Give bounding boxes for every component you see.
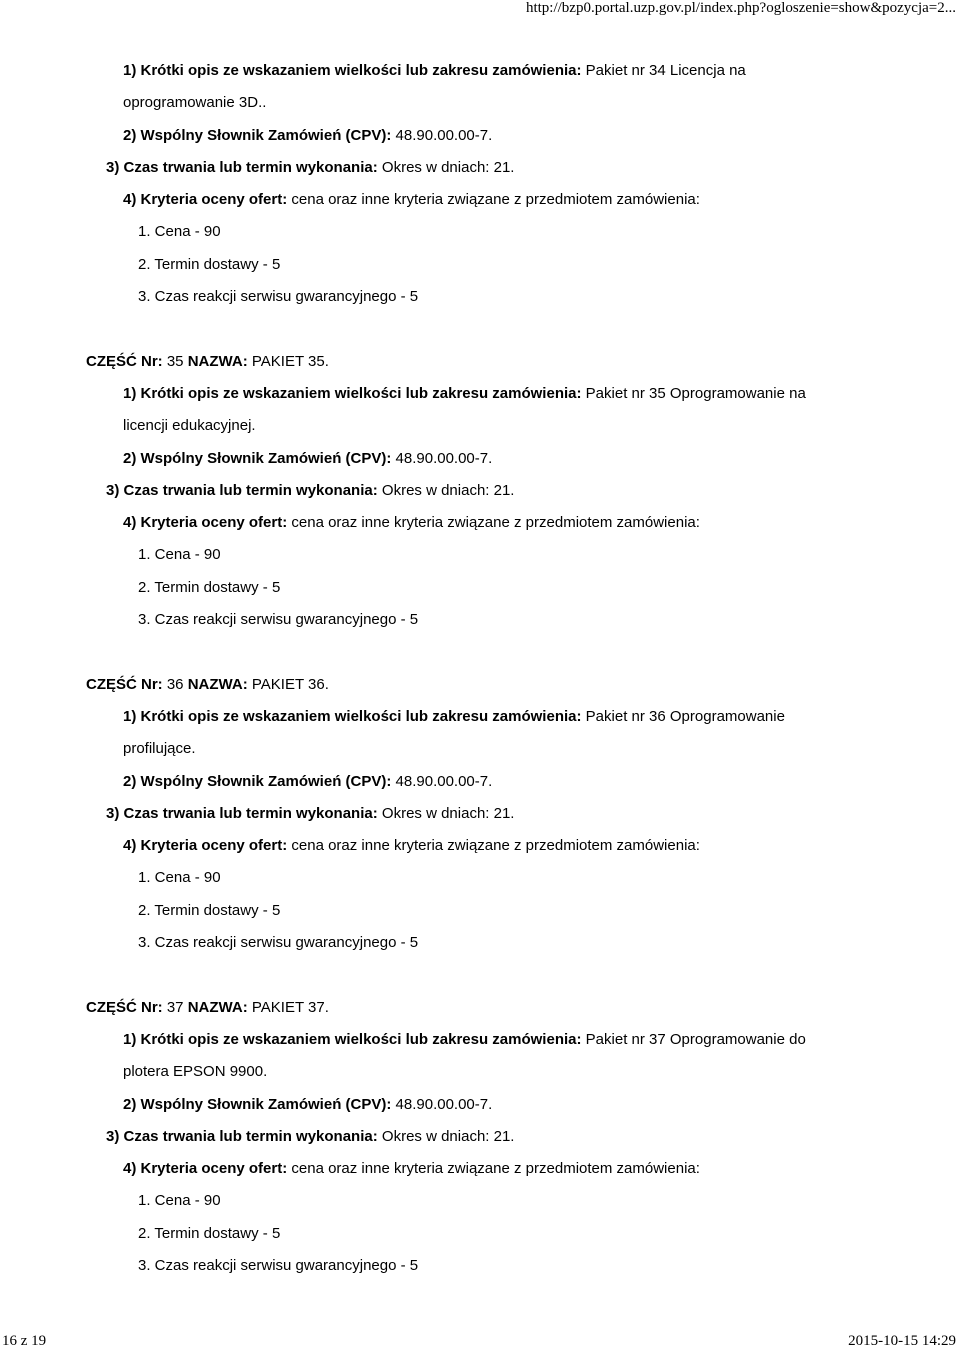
cpv-value: 48.90.00.00-7. [395,449,493,467]
description-line [86,378,946,410]
description-continuation [86,1056,946,1088]
description-value: Pakiet nr 34 Licencja na [585,62,746,79]
duration-value: Okres w dniach: 21. [381,804,515,822]
criteria-label: 4) Kryteria oceny ofert: [123,514,288,532]
duration-line [86,1121,946,1153]
part-heading [86,992,946,1024]
criteria-value: cena oraz inne kryteria związane z przedmiotem zamówienia: [291,837,700,855]
description-continuation [86,410,946,442]
duration-line [86,798,946,830]
cpv-label: 2) Wspólny Słownik Zamówień (CPV): [123,126,392,144]
description-value-cont: profilujące. [123,740,196,758]
part-heading [86,669,946,701]
description-value-cont: plotera EPSON 9900. [123,1063,268,1081]
criteria-value: cena oraz inne kryteria związane z przedmiotem zamówienia: [291,1160,700,1178]
description-label: 1) Krótki opis ze wskazaniem wielkości lub zakresu zamówienia: [123,707,582,725]
description-value-cont: oprogramowanie 3D.. [123,94,267,112]
name-label: NAZWA: [187,352,248,370]
criteria-label: 4) Kryteria oceny ofert: [123,1160,288,1178]
criterion-delivery: 2. Termin dostawy - 5 [138,255,281,273]
description-value: Pakiet nr 36 Oprogramowanie [585,707,785,725]
description-value-cont: licencji edukacyjnej. [123,417,256,435]
cpv-label: 2) Wspólny Słownik Zamówień (CPV): [123,449,392,467]
part-name: PAKIET 36. [251,675,329,693]
criterion-price: 1. Cena - 90 [138,1192,221,1210]
criteria-value: cena oraz inne kryteria związane z przedmiotem zamówienia: [291,514,700,532]
description-line [86,55,946,87]
part-label: CZĘŚĆ Nr: [86,998,163,1016]
print-datetime: 2015-10-15 14:29 [848,1333,956,1349]
description-value: Pakiet nr 35 Oprogramowanie na [585,384,806,402]
page-url: http://bzp0.portal.uzp.gov.pl/index.php?ogloszenie=show&pozycja=2... [525,0,956,16]
description-label: 1) Krótki opis ze wskazaniem wielkości lub zakresu zamówienia: [123,62,582,79]
part-heading [86,346,946,378]
criteria-value: cena oraz inne kryteria związane z przedmiotem zamówienia: [291,191,700,209]
criterion-delivery: 2. Termin dostawy - 5 [138,578,281,596]
cpv-line [86,120,946,152]
part-number: 37 [166,998,184,1016]
description-continuation [86,87,946,119]
cpv-line [86,443,946,475]
part-36-section [86,669,946,960]
name-label: NAZWA: [187,998,248,1016]
duration-label: 3) Czas trwania lub termin wykonania: [106,804,378,822]
criteria-line [86,507,946,539]
part-label: CZĘŚĆ Nr: [86,352,163,370]
criterion-service: 3. Czas reakcji serwisu gwarancyjnego - 5 [138,288,419,306]
part-label: CZĘŚĆ Nr: [86,675,163,693]
criterion-delivery: 2. Termin dostawy - 5 [138,1224,281,1242]
criterion-price: 1. Cena - 90 [138,869,221,887]
part-37-section [86,992,946,1283]
description-value: Pakiet nr 37 Oprogramowanie do [585,1030,806,1048]
cpv-value: 48.90.00.00-7. [395,1095,493,1113]
duration-value: Okres w dniach: 21. [381,1127,515,1145]
criterion-service: 3. Czas reakcji serwisu gwarancyjnego - 5 [138,1256,419,1274]
description-line [86,701,946,733]
criterion-delivery: 2. Termin dostawy - 5 [138,901,281,919]
cpv-value: 48.90.00.00-7. [395,126,493,144]
cpv-value: 48.90.00.00-7. [395,772,493,790]
description-line [86,1024,946,1056]
part-name: PAKIET 35. [251,352,329,370]
criterion-price: 1. Cena - 90 [138,546,221,564]
cpv-label: 2) Wspólny Słownik Zamówień (CPV): [123,1095,392,1113]
criteria-line [86,1153,946,1185]
criteria-line [86,184,946,216]
duration-label: 3) Czas trwania lub termin wykonania: [106,158,378,176]
document-content [86,55,946,1282]
duration-label: 3) Czas trwania lub termin wykonania: [106,1127,378,1145]
duration-label: 3) Czas trwania lub termin wykonania: [106,481,378,499]
description-label: 1) Krótki opis ze wskazaniem wielkości lub zakresu zamówienia: [123,1030,582,1048]
criteria-label: 4) Kryteria oceny ofert: [123,191,288,209]
part-number: 35 [166,352,184,370]
cpv-label: 2) Wspólny Słownik Zamówień (CPV): [123,772,392,790]
part-34-section [86,55,946,313]
duration-line [86,475,946,507]
criteria-line [86,830,946,862]
description-continuation [86,733,946,765]
part-number: 36 [166,675,184,693]
criterion-service: 3. Czas reakcji serwisu gwarancyjnego - 5 [138,611,419,629]
cpv-line [86,1089,946,1121]
duration-value: Okres w dniach: 21. [381,481,515,499]
criteria-label: 4) Kryteria oceny ofert: [123,837,288,855]
page-counter: 16 z 19 [2,1333,47,1349]
duration-line [86,152,946,184]
cpv-line [86,766,946,798]
criterion-price: 1. Cena - 90 [138,223,221,241]
name-label: NAZWA: [187,675,248,693]
part-name: PAKIET 37. [251,998,329,1016]
description-label: 1) Krótki opis ze wskazaniem wielkości lub zakresu zamówienia: [123,384,582,402]
criterion-service: 3. Czas reakcji serwisu gwarancyjnego - 5 [138,934,419,952]
part-35-section [86,346,946,637]
duration-value: Okres w dniach: 21. [381,158,515,176]
